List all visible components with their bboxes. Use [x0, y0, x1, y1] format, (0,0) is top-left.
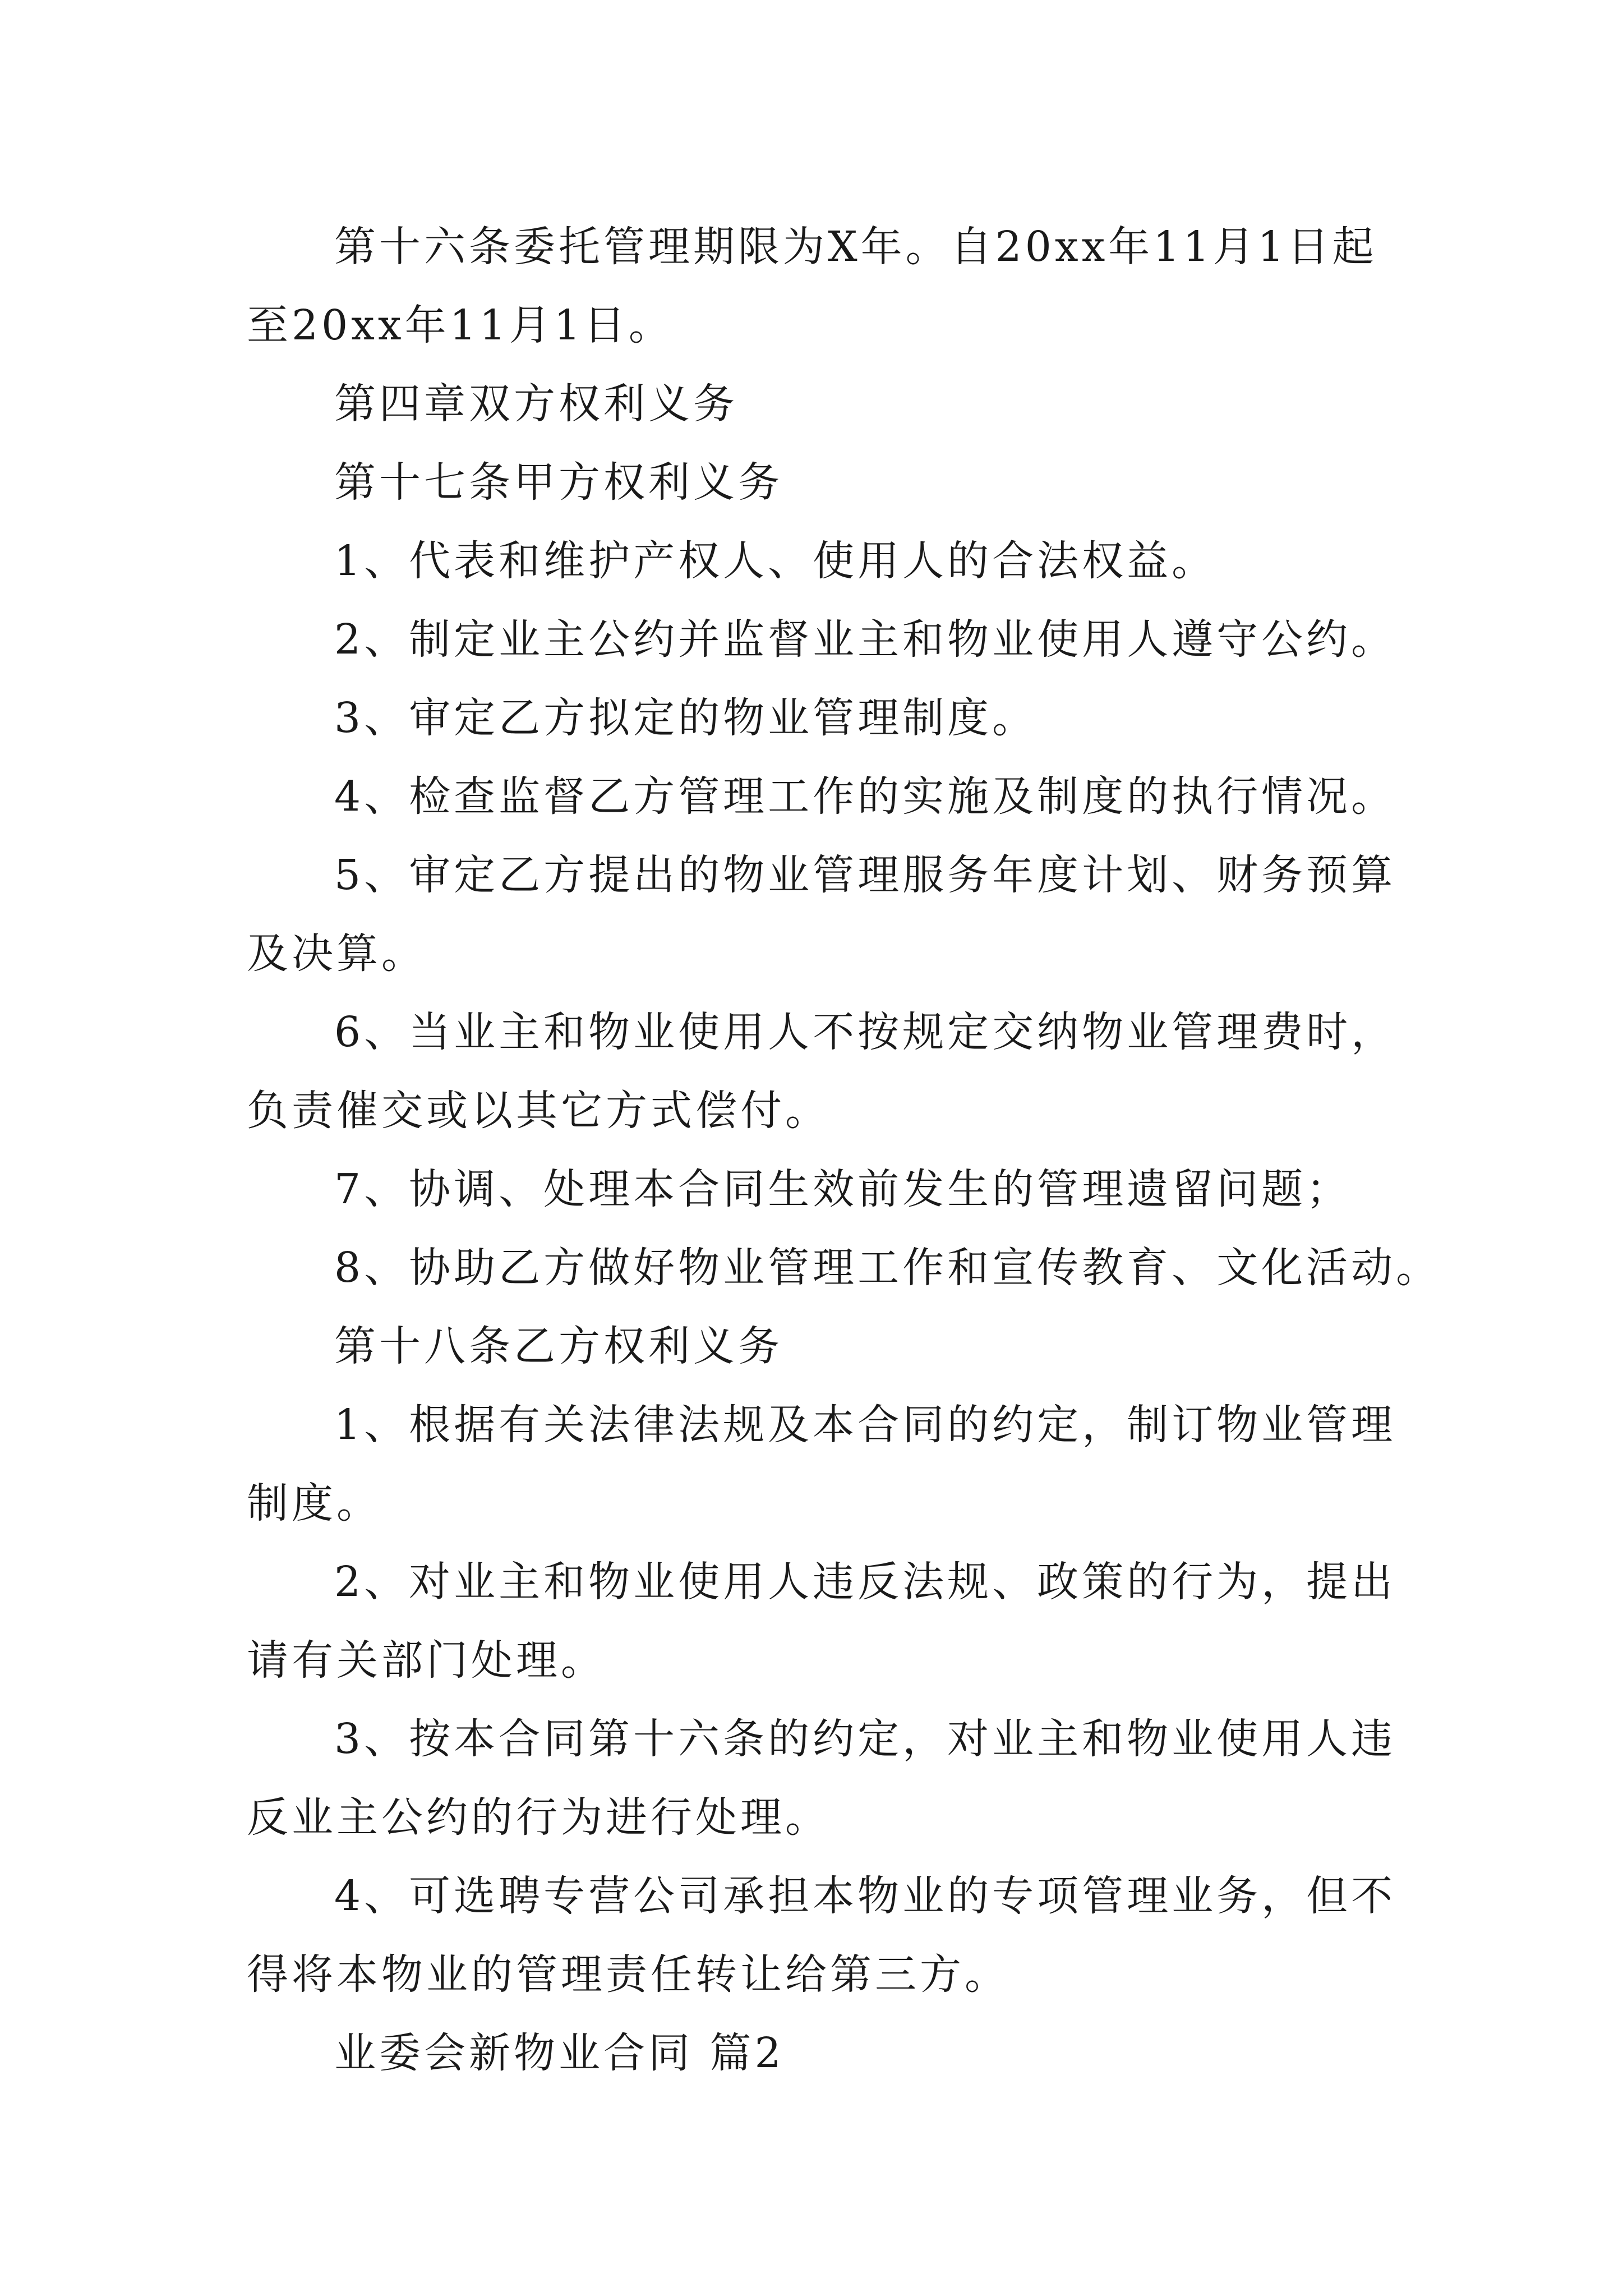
article-heading: 第十八条乙方权利义务 [334, 1322, 783, 1370]
list-item: 1、代表和维护产权人、使用人的合法权益。 [334, 537, 1217, 585]
paragraph-line: 第十六条委托管理期限为X年。自20xx年11月1日起 [334, 223, 1377, 271]
list-item-continuation: 反业主公约的行为进行处理。 [247, 1793, 830, 1842]
list-item: 2、制定业主公约并监督业主和物业使用人遵守公约。 [334, 615, 1396, 664]
list-item-continuation: 得将本物业的管理责任转让给第三方。 [247, 1950, 1009, 1999]
list-item: 1、根据有关法律法规及本合同的约定，制订物业管理 [334, 1401, 1396, 1449]
list-item: 5、审定乙方提出的物业管理服务年度计划、财务预算 [334, 851, 1396, 899]
chapter-heading: 第四章双方权利义务 [334, 380, 738, 428]
list-item: 4、可选聘专营公司承担本物业的专项管理业务，但不 [334, 1872, 1396, 1920]
list-item-continuation: 请有关部门处理。 [247, 1636, 606, 1685]
list-item: 4、检查监督乙方管理工作的实施及制度的执行情况。 [334, 772, 1396, 821]
article-heading: 第十七条甲方权利义务 [334, 458, 783, 507]
section-title: 业委会新物业合同 篇2 [334, 2029, 785, 2077]
list-item-continuation: 负责催交或以其它方式偿付。 [247, 1087, 830, 1135]
list-item: 6、当业主和物业使用人不按规定交纳物业管理费时， [334, 1008, 1396, 1056]
list-item: 3、审定乙方拟定的物业管理制度。 [334, 694, 1038, 742]
list-item-continuation: 及决算。 [247, 930, 426, 978]
list-item: 3、按本合同第十六条的约定，对业主和物业使用人违 [334, 1715, 1396, 1763]
list-item: 8、协助乙方做好物业管理工作和宣传教育、文化活动。 [334, 1244, 1441, 1292]
list-item: 2、对业主和物业使用人违反法规、政策的行为，提出 [334, 1558, 1396, 1606]
paragraph-line: 至20xx年11月1日。 [247, 301, 674, 349]
list-item: 7、协调、处理本合同生效前发生的管理遗留问题； [334, 1165, 1352, 1213]
list-item-continuation: 制度。 [247, 1479, 381, 1527]
document-body [247, 208, 1441, 2092]
